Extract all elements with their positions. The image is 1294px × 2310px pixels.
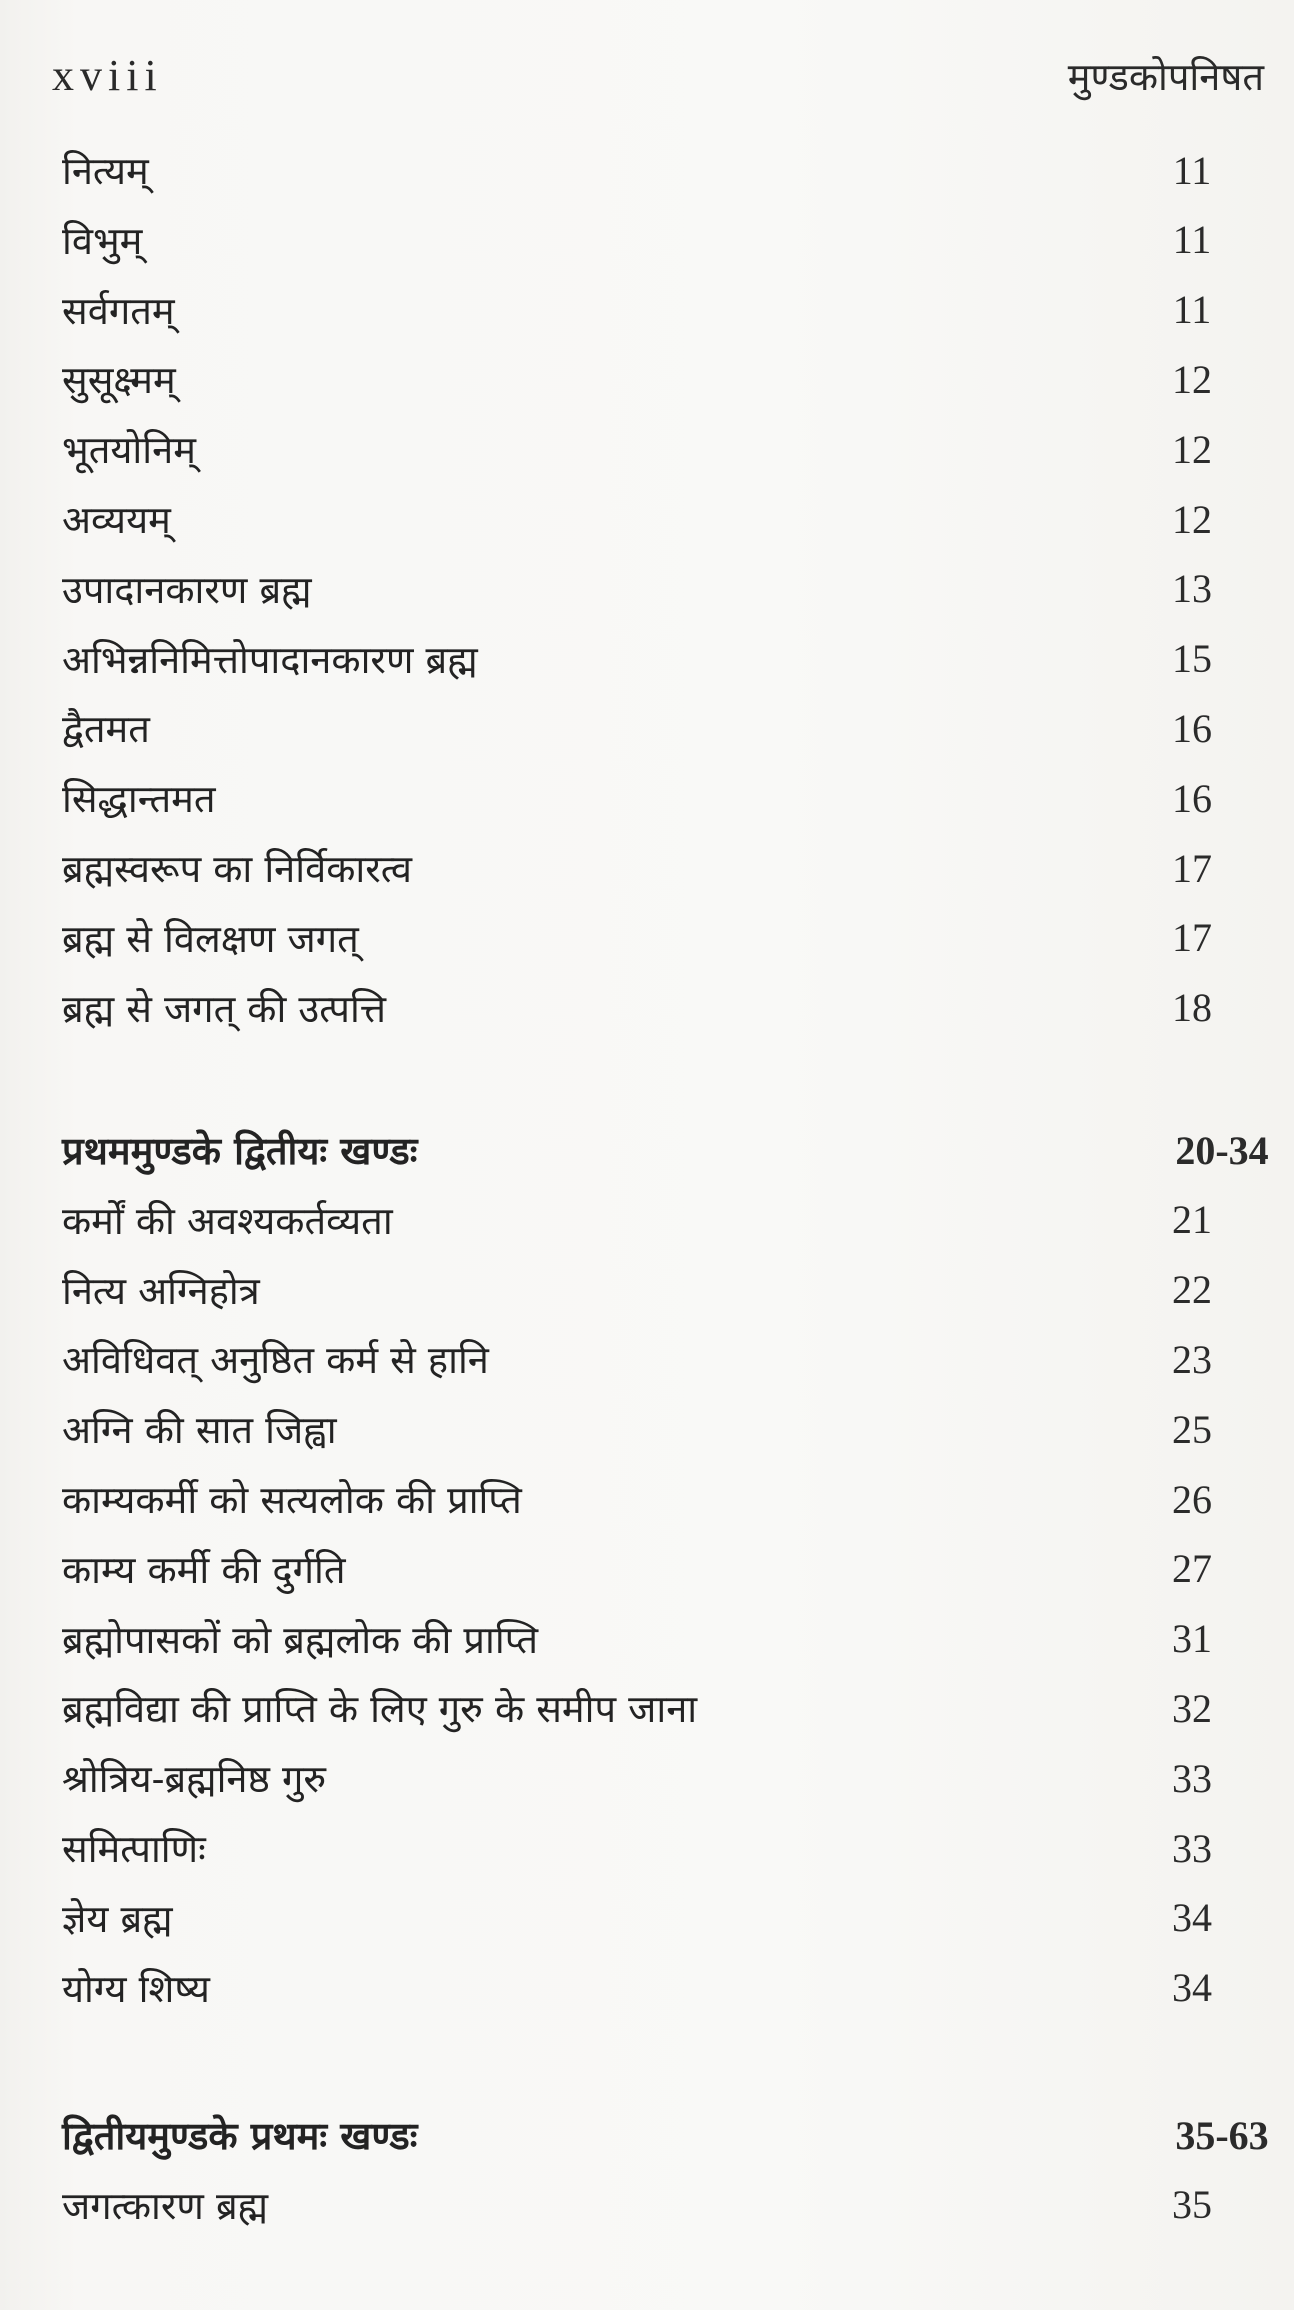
- entry-page-number: 34: [1172, 1965, 1212, 2011]
- entry-page-number: 11: [1172, 287, 1212, 333]
- toc-section-heading: [62, 2105, 1269, 2165]
- toc-entry: [62, 629, 1262, 689]
- entry-title: कर्मों की अवश्यकर्तव्यता: [62, 1198, 393, 1243]
- entry-title: नित्यम्: [62, 149, 149, 193]
- entry-title: सिद्धान्तमत: [62, 777, 216, 822]
- entry-title: अभिन्ननिमित्तोपादानकारण ब्रह्म: [62, 637, 478, 682]
- section-page-range: 20-34: [1175, 1127, 1269, 1173]
- toc-entry: [62, 1609, 1262, 1669]
- entry-title: ब्रह्म से जगत् की उत्पत्ति: [62, 986, 387, 1031]
- entry-page-number: 12: [1172, 426, 1212, 472]
- section-page-range: 35-63: [1175, 2112, 1269, 2158]
- entry-title: श्रोत्रिय-ब्रह्मनिष्ठ गुरु: [62, 1757, 327, 1802]
- entry-page-number: 34: [1172, 1895, 1212, 1941]
- entry-title: काम्य कर्मी की दुर्गति: [62, 1547, 346, 1592]
- entry-page-number: 31: [1172, 1616, 1212, 1662]
- running-header-title: मुण्डकोपनिषत: [1067, 55, 1264, 99]
- entry-page-number: 16: [1172, 775, 1212, 821]
- entry-page-number: 13: [1172, 566, 1212, 612]
- entry-title: ब्रह्मोपासकों को ब्रह्मलोक की प्राप्ति: [62, 1617, 539, 1662]
- entry-title: नित्य अग्निहोत्र: [62, 1268, 260, 1313]
- entry-title: काम्यकर्मी को सत्यलोक की प्राप्ति: [62, 1478, 522, 1522]
- entry-page-number: 17: [1172, 915, 1212, 961]
- entry-page-number: 15: [1172, 636, 1212, 682]
- entry-page-number: 12: [1172, 356, 1212, 402]
- entry-page-number: 32: [1172, 1685, 1212, 1731]
- entry-page-number: 33: [1172, 1825, 1212, 1871]
- entry-title: समित्पाणिः: [62, 1827, 206, 1871]
- toc-entry: [62, 559, 1262, 619]
- toc-section-heading: [62, 1120, 1269, 1180]
- toc-entry: [62, 908, 1262, 968]
- entry-page-number: 26: [1172, 1476, 1212, 1522]
- toc-entry: [62, 2175, 1262, 2235]
- entry-page-number: 17: [1172, 845, 1212, 891]
- entry-page-number: 22: [1172, 1267, 1212, 1313]
- entry-page-number: 11: [1172, 217, 1212, 263]
- entry-page-number: 33: [1172, 1755, 1212, 1801]
- entry-page-number: 23: [1172, 1336, 1212, 1382]
- section-title: द्वितीयमुण्डके प्रथमः खण्डः: [62, 2113, 418, 2158]
- entry-title: अविधिवत् अनुष्ठित कर्म से हानि: [62, 1338, 489, 1383]
- entry-title: ब्रह्मस्वरूप का निर्विकारत्व: [62, 847, 413, 891]
- entry-title: अग्नि की सात जिह्वा: [62, 1408, 337, 1453]
- toc-entry: [62, 1260, 1262, 1320]
- entry-page-number: 12: [1172, 496, 1212, 542]
- toc-entry: [62, 210, 1262, 270]
- entry-page-number: 35: [1172, 2182, 1212, 2228]
- toc-entry: [62, 419, 1262, 479]
- toc-entry: [62, 978, 1262, 1038]
- entry-page-number: 27: [1172, 1546, 1212, 1592]
- page-number-roman: xviii: [52, 51, 163, 100]
- toc-entry: [62, 489, 1262, 549]
- entry-page-number: 11: [1172, 147, 1212, 193]
- entry-page-number: 16: [1172, 705, 1212, 751]
- toc-entry: [62, 1888, 1262, 1948]
- toc-entry: [62, 1190, 1262, 1250]
- entry-page-number: 25: [1172, 1406, 1212, 1452]
- toc-entry: [62, 1469, 1262, 1529]
- entry-title: अव्ययम्: [62, 498, 171, 542]
- toc-entry: [62, 1539, 1262, 1599]
- entry-title: सर्वगतम्: [62, 288, 175, 333]
- toc-entry: [62, 1818, 1262, 1878]
- toc-entry: [62, 1748, 1262, 1808]
- entry-title: जगत्कारण ब्रह्म: [62, 2183, 269, 2228]
- entry-page-number: 21: [1172, 1197, 1212, 1243]
- entry-title: भूतयोनिम्: [62, 428, 196, 473]
- entry-title: योग्य शिष्य: [62, 1966, 210, 2011]
- toc-entry: [62, 698, 1262, 758]
- entry-title: द्वैतमत: [62, 707, 150, 752]
- entry-title: विभुम्: [62, 218, 143, 263]
- entry-title: ब्रह्मविद्या की प्राप्ति के लिए गुरु के समीप जाना: [62, 1687, 698, 1732]
- toc-entry: [62, 1678, 1262, 1738]
- entry-page-number: 18: [1172, 985, 1212, 1031]
- toc-entry: [62, 1958, 1262, 2018]
- toc-entry: [62, 140, 1262, 200]
- toc-entry: [62, 280, 1262, 340]
- entry-title: सुसूक्ष्मम्: [62, 358, 176, 403]
- toc-entry: [62, 349, 1262, 409]
- entry-title: ज्ञेय ब्रह्म: [62, 1896, 173, 1941]
- entry-title: उपादानकारण ब्रह्म: [62, 567, 312, 612]
- toc-entry: [62, 838, 1262, 898]
- toc-entry: [62, 1329, 1262, 1389]
- toc-entry: [62, 768, 1262, 828]
- entry-title: ब्रह्म से विलक्षण जगत्: [62, 916, 359, 961]
- toc-entry: [62, 1399, 1262, 1459]
- section-title: प्रथममुण्डके द्वितीयः खण्डः: [62, 1128, 418, 1173]
